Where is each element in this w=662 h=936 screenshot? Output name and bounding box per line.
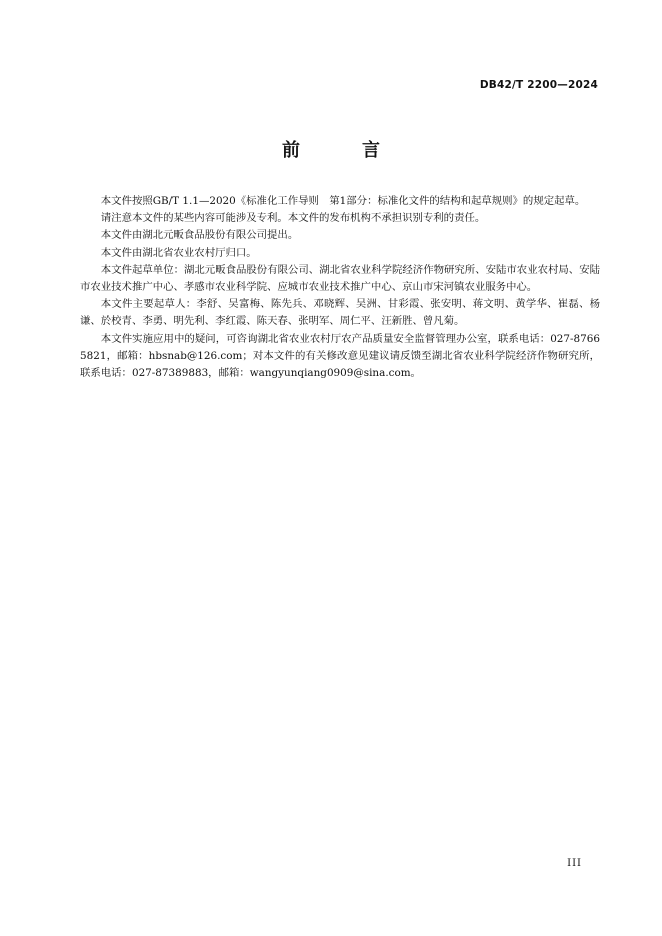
paragraph-administrator: 本文件由湖北省农业农村厅归口。 xyxy=(100,246,257,259)
paragraph-contact: 本文件实施应用中的疑问，可咨询湖北省农业农村厅农产品质量安全监督管理办公室，联系电话：027-87665821，邮箱：hbsnab@126.com；对本文件的有关修改意见建议请反馈至湖北省农业科学院经济作物研究所，联系电话：027-87389883，邮箱：wangyunqiang0909@sina.com。 xyxy=(80,332,600,380)
paragraph-drafting-rules: 本文件按照GB/T 1.1—2020《标准化工作导则 第1部分：标准化文件的结构和起草规则》的规定起草。 xyxy=(100,195,586,207)
paragraph-drafting-units: 本文件起草单位：湖北元畈食品股份有限公司、湖北省农业科学院经济作物研究所、安陆市农业农村局、安陆市农业技术推广中心、孝感市农业科学院、应城市农业技术推广中心、京山市宋河镇农业服务中心。 xyxy=(80,263,600,294)
paragraph-proposer: 本文件由湖北元畈食品股份有限公司提出。 xyxy=(100,229,299,242)
paragraph-drafters: 本文件主要起草人：李舒、吴富梅、陈先兵、邓晓辉、吴洲、甘彩霞、张安明、蒋文明、黄学华、崔磊、杨谦、於校青、李勇、明先利、李红霞、陈天春、张明军、周仁平、汪新胜、曾凡菊。 xyxy=(80,298,600,328)
document-code: DB42/T 2200—2024 xyxy=(479,79,598,91)
page-title: 前 言 xyxy=(282,140,402,161)
foreword-body xyxy=(80,193,600,382)
paragraph-patent-notice: 请注意本文件的某些内容可能涉及专利。本文件的发布机构不承担识别专利的责任。 xyxy=(100,212,486,225)
page-number: III xyxy=(567,858,582,869)
